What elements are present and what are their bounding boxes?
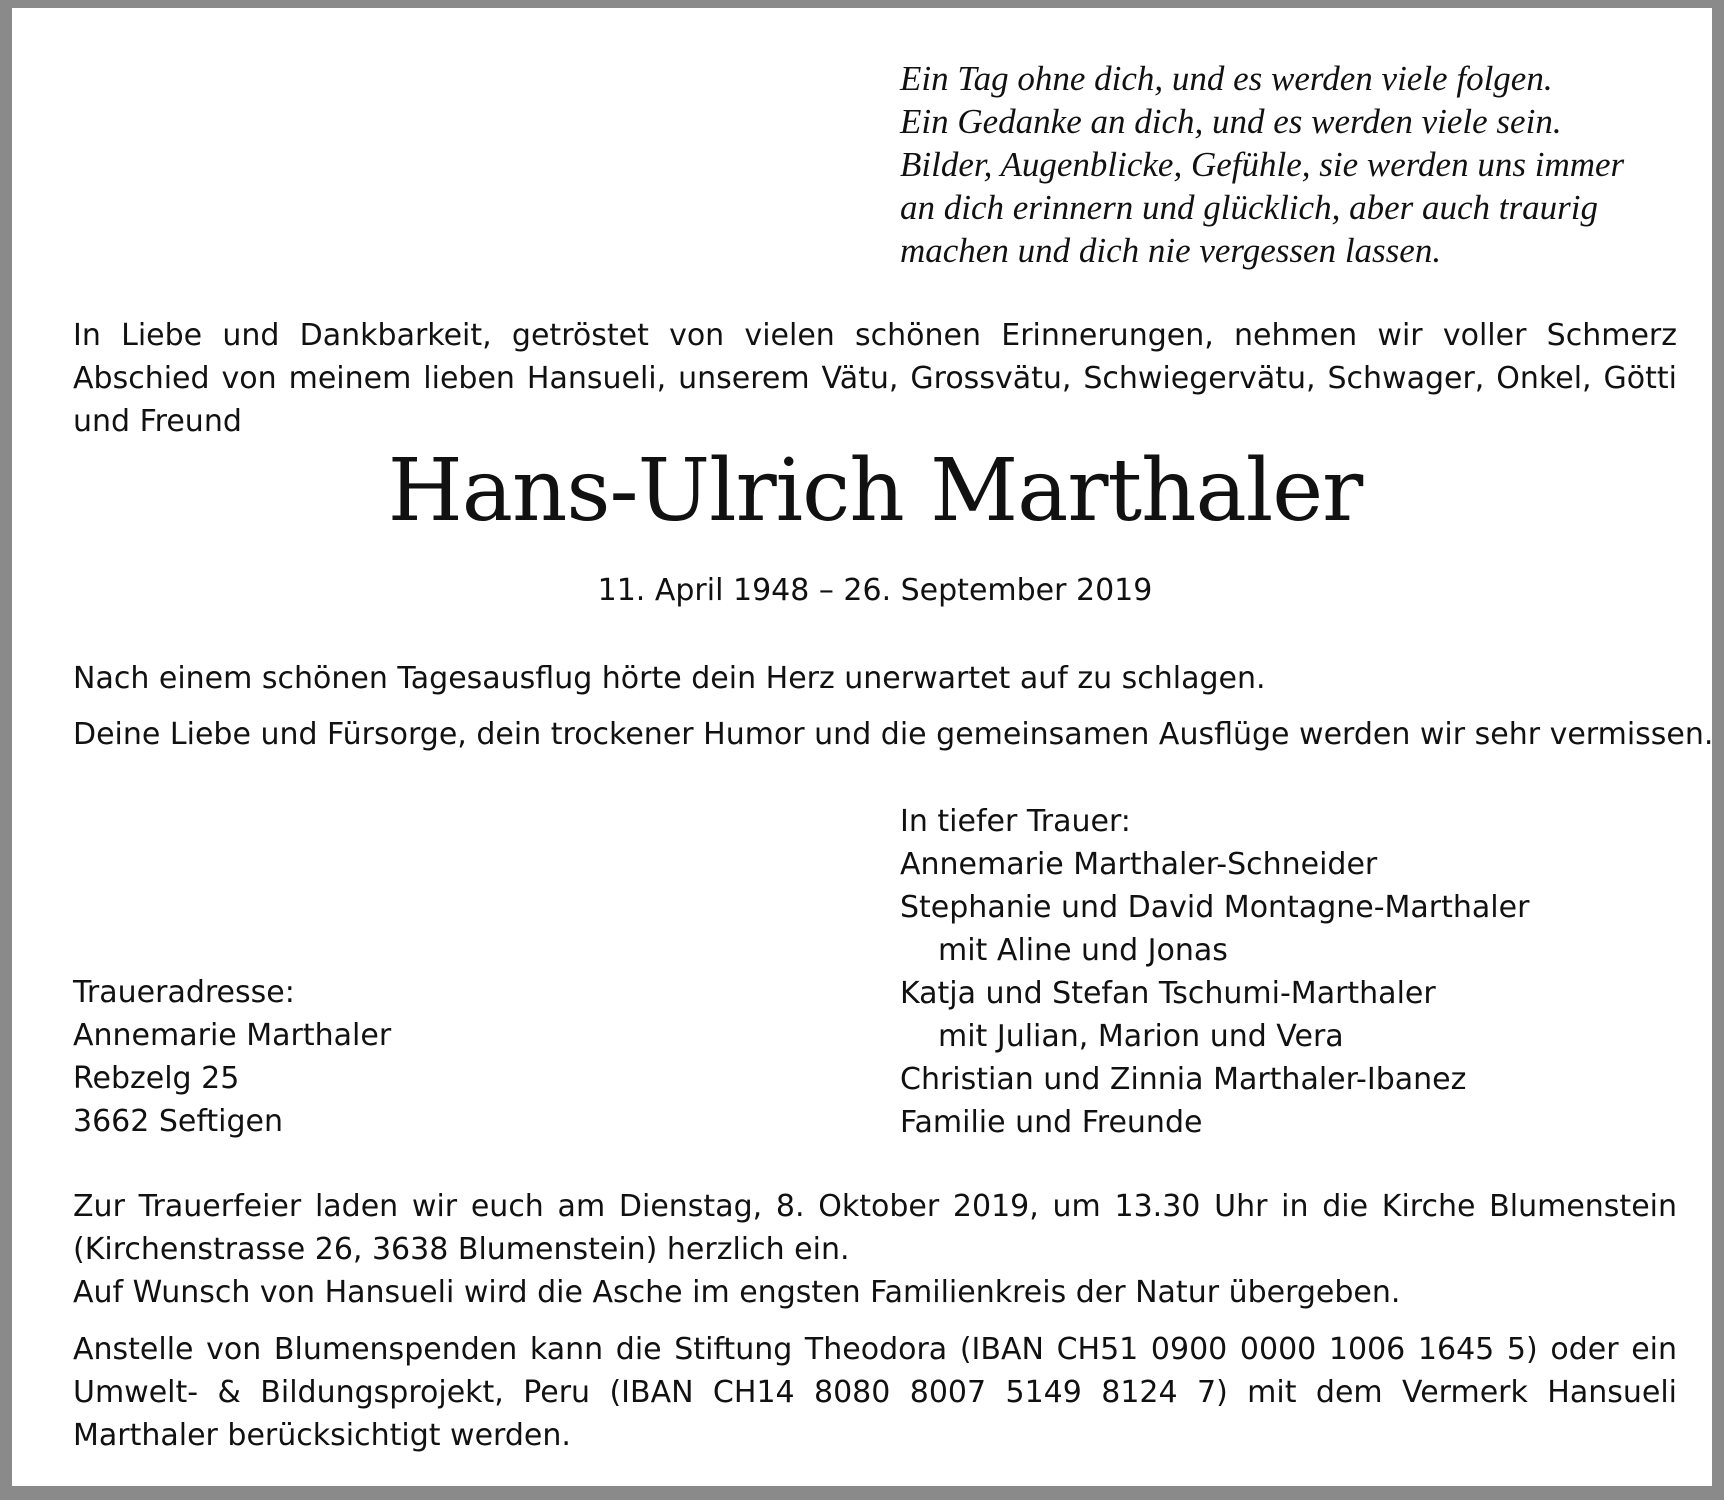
address-name: Annemarie Marthaler (73, 1018, 392, 1053)
ashes-note: Auf Wunsch von Hansueli wird die Asche im engsten Familienkreis der Natur übergeben. (73, 1275, 1401, 1310)
mourner-entry: Christian und Zinnia Marthaler-Ibanez (900, 1062, 1467, 1097)
deceased-name: Hans-Ulrich Marthaler (387, 441, 1363, 541)
address-heading: Traueradresse: (73, 975, 295, 1010)
service-paragraph: Zur Trauerfeier laden wir euch am Dienstag, 8. Oktober 2019, um 13.30 Uhr in die Kirche Blumenstein (Kirchenstrasse 26, 3638 Blumenstein) herzlich ein. (73, 1189, 1677, 1267)
poem (900, 57, 1660, 272)
mourner-entry: mit Aline und Jonas (938, 933, 1228, 968)
poem-line: Ein Gedanke an dich, und es werden viele sein. (900, 102, 1562, 141)
mourner-entry: Stephanie und David Montagne-Marthaler (900, 890, 1530, 925)
mourner-entry: Katja und Stefan Tschumi-Marthaler (900, 976, 1436, 1011)
mourner-entry: Familie und Freunde (900, 1105, 1203, 1140)
address-street: Rebzelg 25 (73, 1061, 240, 1096)
poem-line: Ein Tag ohne dich, und es werden viele folgen. (900, 59, 1553, 98)
poem-line: an dich erinnern und glücklich, aber auch traurig (900, 188, 1598, 227)
intro-paragraph: In Liebe und Dankbarkeit, getröstet von vielen schönen Erinnerungen, nehmen wir voller Schmerz Abschied von meinem lieben Hansueli, unserem Vätu, Grossvätu, Schwiegervätu, Schwager, Onkel, Götti und Freund (73, 318, 1677, 439)
mourner-entry: Annemarie Marthaler-Schneider (900, 847, 1378, 882)
address-city: 3662 Seftigen (73, 1104, 284, 1139)
mourners-heading: In tiefer Trauer: (900, 804, 1131, 839)
donation-paragraph: Anstelle von Blumenspenden kann die Stiftung Theodora (IBAN CH51 0900 0000 1006 1645 5) oder ein Umwelt- & Bildungsprojekt, Peru (IBAN CH14 8080 8007 5149 8124 7) mit dem Vermerk Hansueli Marthaler berücksichtigt werden. (73, 1332, 1677, 1453)
poem-line: Bilder, Augenblicke, Gefühle, sie werden uns immer (900, 145, 1625, 184)
message-line: Deine Liebe und Fürsorge, dein trockener Humor und die gemeinsamen Ausflüge werden wir sehr vermissen. (73, 717, 1714, 752)
mourners-list (900, 800, 1680, 1144)
poem-line: machen und dich nie vergessen lassen. (900, 231, 1442, 270)
message-line: Nach einem schönen Tagesausflug hörte dein Herz unerwartet auf zu schlagen. (73, 661, 1266, 696)
life-dates: 11. April 1948 – 26. September 2019 (597, 573, 1153, 608)
mourning-address (73, 971, 673, 1143)
mourner-entry: mit Julian, Marion und Vera (938, 1019, 1344, 1054)
